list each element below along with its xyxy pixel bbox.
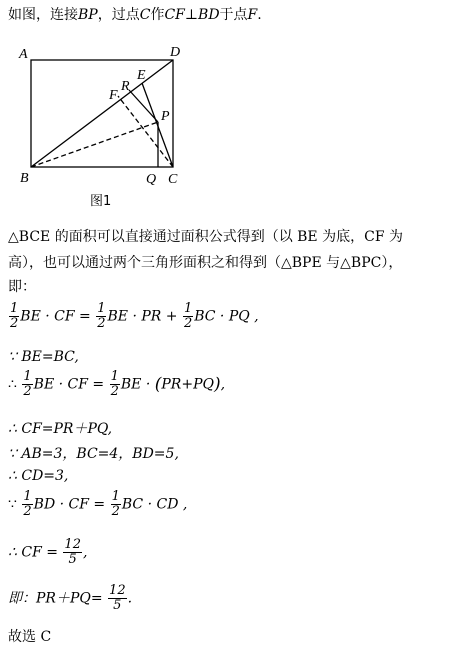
label-e: E (137, 68, 146, 83)
intro-mid2: 作 (150, 7, 165, 23)
label-p: P (161, 109, 170, 124)
explain-line-3: 即： (8, 279, 36, 295)
intro-seg-bp: BP (78, 7, 98, 23)
label-d: D (170, 45, 181, 60)
figure-caption: 图1 (90, 194, 112, 209)
equation-area-sum: $\frac{1}{2}$ BE · CF = $\frac{1}{2}$ BE · PR + $\frac{1}{2}$ BC · PQ , (10, 301, 259, 331)
fraction-twelve-fifths: $\frac{12}{5}$ (109, 583, 126, 613)
fraction-half: $\frac{1}{2}$ (10, 301, 19, 331)
label-b: B (20, 171, 29, 186)
intro-end: . (257, 7, 262, 23)
fraction-half: $\frac{1}{2}$ (183, 301, 193, 331)
intro-perp: CF⊥BD (164, 7, 220, 23)
fraction-twelve-fifths: $\frac{12}{5}$ (64, 537, 81, 567)
fraction-half: $\frac{1}{2}$ (23, 489, 32, 519)
equation-cd: ∴ CD=3, (8, 468, 69, 484)
geometry-figure (0, 0, 451, 215)
equation-result: 即：PR＋PQ= $\frac{12}{5}$ . (8, 583, 133, 613)
line-bd (31, 60, 173, 167)
final-answer: 故选 C (8, 629, 52, 645)
label-q: Q (146, 172, 157, 187)
equation-sides: ∵ AB=3，BC=4，BD=5, (8, 446, 179, 462)
equation-substitute: ∴ $\frac{1}{2}$ BE · CF = $\frac{1}{2}$ BE · (PR+PQ), (8, 369, 226, 399)
explain-line-2: 高），也可以通过两个三角形面积之和得到（△BPE 与△BPC）， (8, 255, 403, 271)
explain-line-1: △BCE 的面积可以直接通过面积公式得到（以 BE 为底，CF 为 (8, 229, 403, 245)
equation-be-bc: ∵ BE=BC, (8, 349, 79, 365)
fraction-half: $\frac{1}{2}$ (23, 369, 32, 399)
line-cf (118, 96, 173, 167)
fraction-half: $\frac{1}{2}$ (97, 301, 106, 331)
fraction-half: $\frac{1}{2}$ (110, 369, 119, 399)
label-r: R (121, 79, 130, 94)
intro-prefix: 如图，连接 (8, 7, 78, 23)
label-a: A (19, 47, 28, 62)
intro-point-f: F (247, 7, 258, 23)
fraction-half: $\frac{1}{2}$ (111, 489, 120, 519)
intro-point-c: C (139, 7, 151, 23)
equation-cf-value: ∴ CF = $\frac{12}{5}$ , (8, 537, 88, 567)
equation-bcd-area: ∵ $\frac{1}{2}$ BD · CF = $\frac{1}{2}$ BC · CD , (8, 489, 188, 519)
intro-mid1: ，过点 (97, 7, 140, 23)
line-pr (129, 90, 158, 122)
equation-cf-sum: ∴ CF=PR＋PQ, (8, 421, 113, 437)
intro-mid3: 于点 (219, 7, 248, 23)
line-bp (31, 122, 158, 167)
label-c: C (168, 172, 178, 187)
label-f: F (109, 88, 118, 103)
